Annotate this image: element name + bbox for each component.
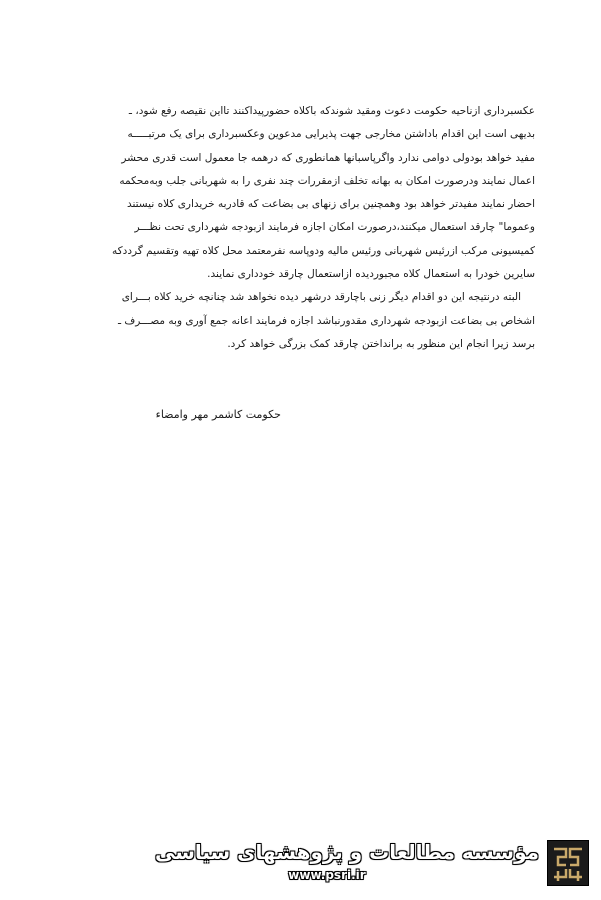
letter-line: برسد زیرا انجام این منظور به برانداختن چارقد کمک بزرگی خواهد کرد. — [227, 337, 535, 350]
psri-logo-icon — [547, 840, 589, 886]
letter-line: بدیهی است این اقدام باداشتن مخارجی جهت پذیرایی مدعوین وعکسبرداری برای یک مرتبـــــه — [127, 128, 535, 141]
letter-body — [60, 100, 535, 356]
letter-line: مفید خواهد بودولی دوامی ندارد واگرپاسبانها همانطوری که درهمه جا معمول است قدری محشر — [121, 151, 535, 164]
letter-line: وعموما" چارقد استعمال میکنند،درصورت امکان اجازه فرمایند ازبودجه شهرداری تحت نظـــر — [134, 221, 535, 234]
psri-logo-graphic — [548, 841, 588, 885]
letter-line: اعمال نمایند ودرصورت امکان به بهانه تخلف ازمقررات چند نفری را به شهربانی جلب وبه‌محکمه — [119, 174, 535, 187]
letter-line: کمیسیونی مرکب ازرئیس شهربانی ورئیس مالیه ودوپاسه نفرمعتمد محل کلاه تهیه وتقسیم گرددکه — [112, 244, 535, 257]
letter-line: البته درنتیجه این دو اقدام دیگر زنی باچارقد درشهر دیده نخواهد شد چنانچه خرید کلاه بـــرای — [121, 291, 521, 304]
watermark-organization: مؤسسه مطالعات و پژوهشهای سیاسی — [154, 840, 539, 864]
watermark-url: www.psri.ir — [288, 868, 366, 882]
letter-line: اشخاص بی بضاعت ازبودجه شهرداری مقدورنباشد اجازه فرمایند اعانه جمع آوری وبه مصـــرف ـ — [118, 314, 535, 327]
letter-line: عکسبرداری ازناحیه حکومت دعوت ومقید شوندکه باکلاه حضورپیداکنند تااین نقیصه رفع شود، ـ — [128, 105, 535, 117]
letter-line: احضار نمایند مفیدتر خواهد بود وهمچنین برای زنهای بی بضاعت که قادربه خریداری کلاه نیستند — [126, 198, 535, 211]
watermark — [155, 838, 539, 882]
letter-line: سایرین خودرا به استعمال کلاه مجبوردیده ازاستعمال چارقد خودداری نمایند. — [207, 268, 535, 281]
signature: حکومت کاشمر مهر وامضاء — [155, 408, 281, 421]
